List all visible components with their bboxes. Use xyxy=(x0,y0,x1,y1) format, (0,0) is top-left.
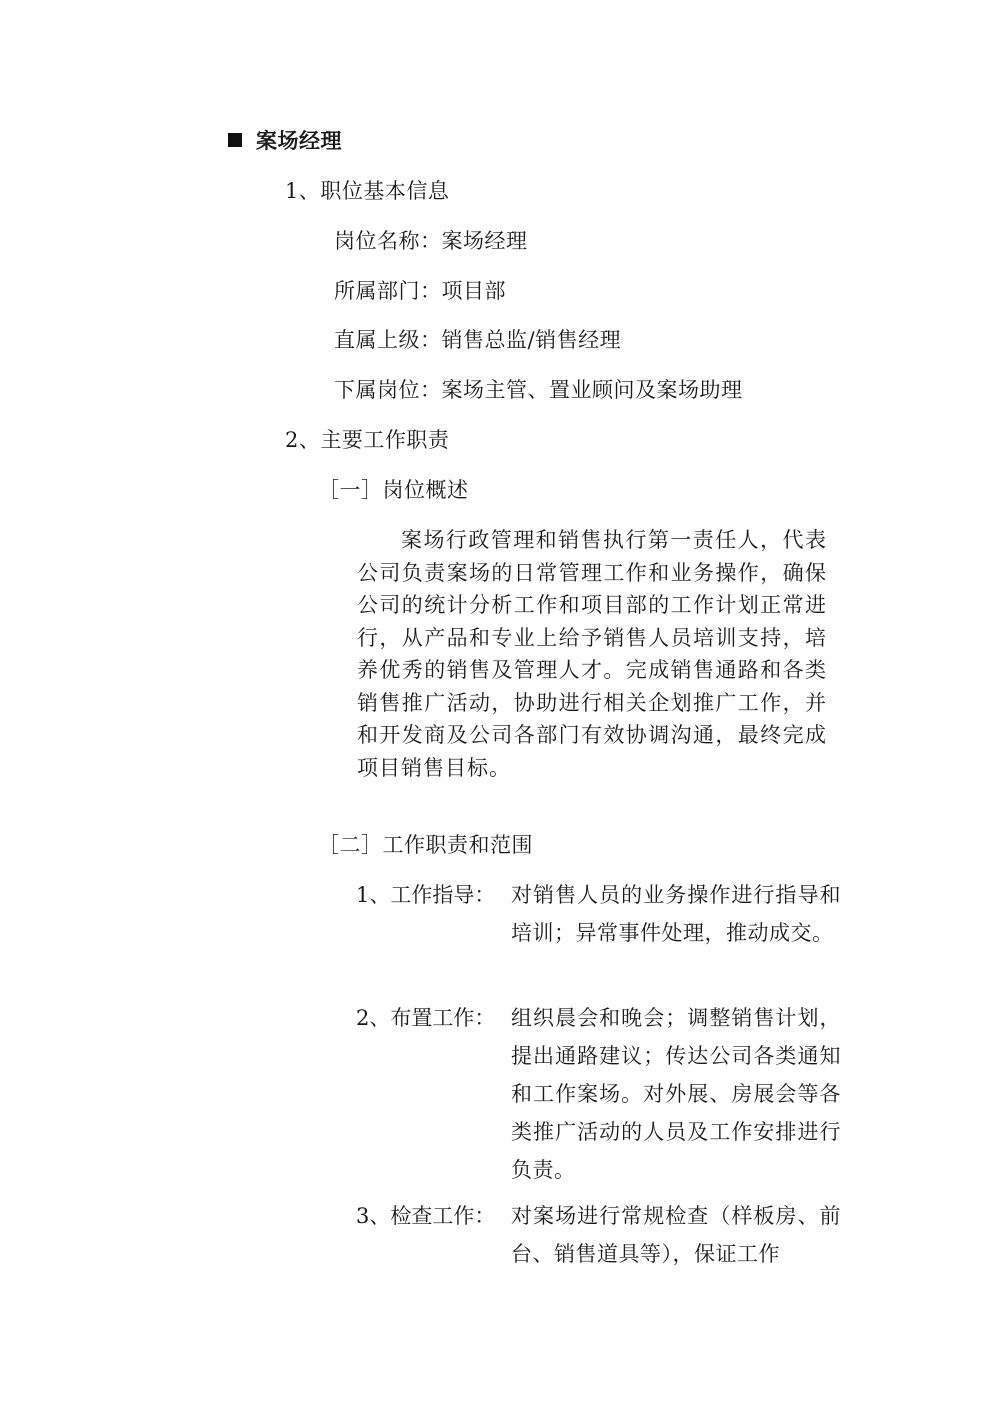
info-item: 下属岗位：案场主管、置业顾问及案场助理 xyxy=(334,378,743,402)
section2-heading: 2、主要工作职责 xyxy=(285,428,450,452)
duty-label: 3、检查工作： xyxy=(356,1204,496,1228)
doc-title: 案场经理 xyxy=(256,128,342,153)
duty-text: 对案场进行常规检查（样板房、前台、销售道具等），保证工作 xyxy=(511,1204,841,1266)
subsection1-heading: ［一］岗位概述 xyxy=(318,478,469,502)
info-item: 所属部门：项目部 xyxy=(334,279,506,303)
square-bullet-icon xyxy=(228,133,242,147)
info-item: 岗位名称：案场经理 xyxy=(334,229,528,253)
subsection2-heading: ［二］工作职责和范围 xyxy=(318,833,533,857)
duty-label: 1、工作指导： xyxy=(356,883,496,907)
duty-label: 2、布置工作： xyxy=(356,1006,496,1030)
duty-text: 对销售人员的业务操作进行指导和培训；异常事件处理，推动成交。 xyxy=(511,883,841,945)
info-item: 直属上级：销售总监/销售经理 xyxy=(334,328,622,352)
overview-paragraph: 案场行政管理和销售执行第一责任人，代表公司负责案场的日常管理工作和业务操作，确保公司的统计分析工作和项目部的工作计划正常进行，从产品和专业上给予销售人员培训支持，培养优秀的销售及管理人才。完成销售通路和各类销售推广活动，协助进行相关企划推广工作，并和开发商及公司各部门有效协调沟通，最终完成项目销售目标。 xyxy=(357,528,827,780)
section1-heading: 1、职位基本信息 xyxy=(285,179,450,203)
duty-text: 组织晨会和晚会；调整销售计划，提出通路建议；传达公司各类通知和工作案场。对外展、房展会等各类推广活动的人员及工作安排进行负责。 xyxy=(511,1006,841,1182)
